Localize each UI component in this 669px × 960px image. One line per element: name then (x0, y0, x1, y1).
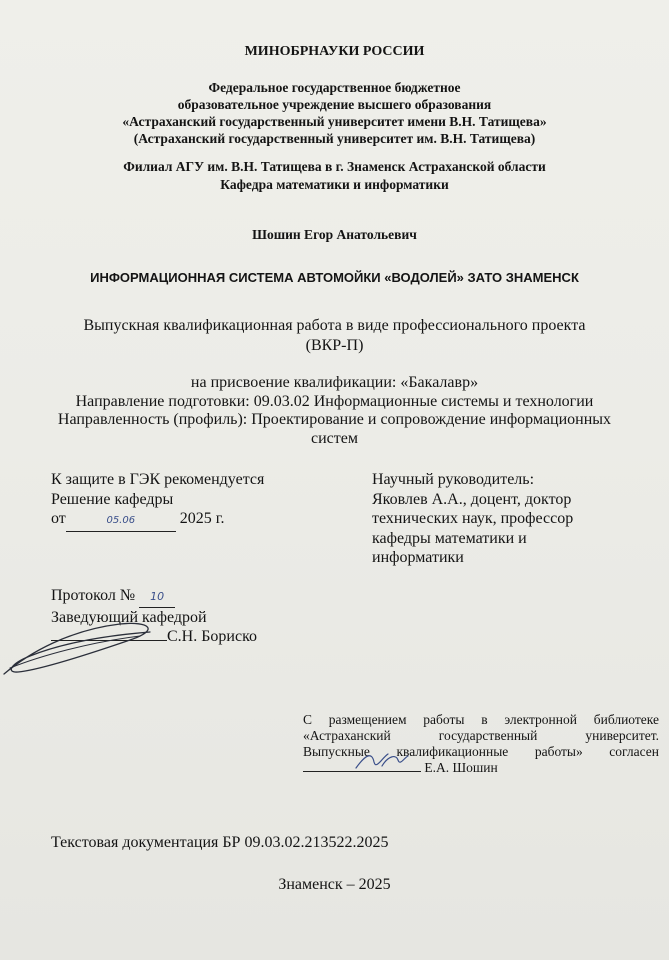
institution-line: «Астраханский государственный университет имени В.Н. Татищева» (122, 114, 547, 129)
author-name: Шошин Егор Анатольевич (252, 227, 417, 242)
supervisor-line: информатики (372, 549, 464, 566)
head-name: С.Н. Бориско (167, 628, 258, 645)
institution-line: образовательное учреждение высшего образования (177, 97, 492, 112)
work-type-block (0, 316, 669, 356)
head-of-dept-label: Заведующий кафедрой (51, 608, 207, 626)
head-signature-scribble (0, 612, 170, 682)
supervisor-block (372, 470, 573, 568)
decision-text: Решение кафедры (51, 490, 174, 508)
decision-date-row (51, 509, 264, 532)
year-text: 2025 г. (179, 510, 225, 527)
protocol-label: Протокол № (51, 587, 136, 604)
handwritten-date: 05.06 (106, 515, 136, 526)
qualification-line: на присвоение квалификации: «Бакалавр» (190, 374, 479, 391)
qualification-line: систем (311, 429, 358, 447)
text-documentation: Текстовая документация БР 09.03.02.213522.2025 (51, 834, 389, 851)
consent-line: Выпускные квалификационные работы» согласен (303, 744, 659, 759)
protocol-number-field (139, 586, 175, 608)
qualification-line: Направление подготовки: 09.03.02 Информационные системы и технологии (75, 392, 594, 410)
student-signature-scribble (352, 748, 412, 774)
date-field (66, 509, 176, 532)
protocol-row (51, 586, 257, 608)
from-label: от (51, 510, 66, 527)
supervisor-label: Научный руководитель: (372, 471, 535, 488)
branch-block (0, 158, 669, 194)
work-type-line: Выпускная квалификационная работа в виде профессионального проекта (83, 317, 586, 334)
city-year: Знаменск – 2025 (278, 876, 391, 893)
qualification-block (0, 374, 669, 448)
supervisor-line: Яковлев А.А., доцент, доктор (372, 490, 572, 508)
consent-line: «Астраханский государственный университет. (303, 728, 659, 743)
thesis-title: ИНФОРМАЦИОННАЯ СИСТЕМА АВТОМОЙКИ «ВОДОЛЕЙ» ЗАТО ЗНАМЕНСК (90, 270, 579, 285)
supervisor-line: кафедры математики и (372, 529, 527, 547)
approval-block (51, 470, 264, 532)
handwritten-protocol-number: 10 (150, 590, 165, 603)
institution-line: Федеральное государственное бюджетное (208, 80, 461, 95)
institution-block (0, 79, 669, 147)
ministry-heading: МИНОБРНАУКИ РОССИИ (244, 44, 425, 59)
work-type-line: (ВКР-П) (305, 337, 364, 354)
consent-signer: Е.А. Шошин (424, 760, 498, 775)
recommend-text: К защите в ГЭК рекомендуется (51, 471, 265, 488)
institution-line: (Астраханский государственный университет им. В.Н. Татищева) (133, 131, 536, 146)
consent-line: С размещением работы в электронной библиотеке (303, 712, 659, 727)
branch-line: Филиал АГУ им. В.Н. Татищева в г. Знаменск Астраханской области (123, 159, 546, 174)
qualification-line: Направленность (профиль): Проектирование и сопровождение информационных (57, 411, 612, 428)
branch-line: Кафедра математики и информатики (220, 177, 449, 192)
supervisor-line: технических наук, профессор (372, 510, 574, 527)
